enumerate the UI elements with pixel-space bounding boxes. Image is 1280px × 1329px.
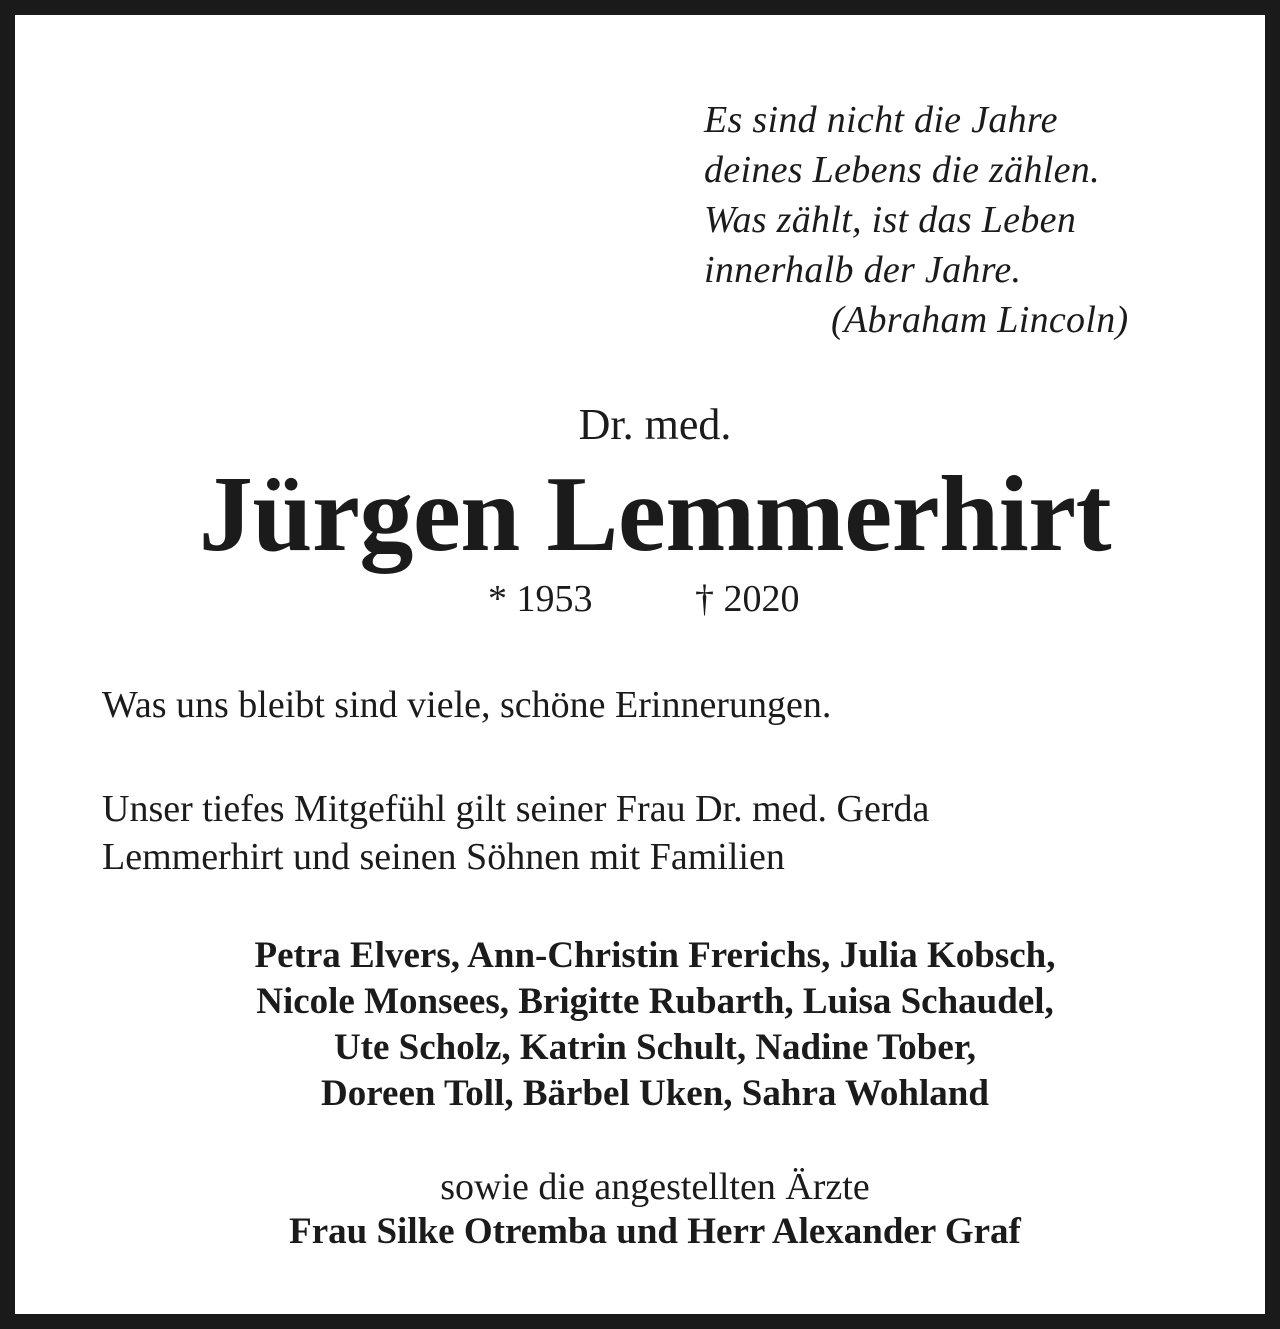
signatories-row: Ute Scholz, Katrin Schult, Nadine Tober, bbox=[333, 1027, 977, 1068]
lincoln-quote bbox=[704, 95, 1224, 345]
signatories-row: Petra Elvers, Ann-Christin Frerichs, Julia Kobsch, bbox=[254, 935, 1056, 976]
quote-line: innerhalb der Jahre. bbox=[704, 249, 1022, 291]
condolence-line: Lemmerhirt und seinen Söhnen mit Familien bbox=[102, 836, 785, 878]
signatories-row: Doreen Toll, Bärbel Uken, Sahra Wohland bbox=[321, 1073, 989, 1114]
quote-author: (Abraham Lincoln) bbox=[831, 299, 1129, 341]
death-year: † 2020 bbox=[695, 578, 800, 620]
academic-title: Dr. med. bbox=[578, 400, 732, 449]
condolence-line: Unser tiefes Mitgefühl gilt seiner Frau Dr. med. Gerda bbox=[102, 788, 930, 830]
quote-line: Es sind nicht die Jahre bbox=[704, 99, 1058, 141]
quote-line: Was zählt, ist das Leben bbox=[704, 199, 1077, 241]
birth-year: * 1953 bbox=[488, 578, 593, 620]
employed-doctors-names: Frau Silke Otremba und Herr Alexander Graf bbox=[289, 1211, 1021, 1252]
employed-doctors-label: sowie die angestellten Ärzte bbox=[440, 1166, 870, 1208]
deceased-name: Jürgen Lemmerhirt bbox=[198, 455, 1112, 574]
quote-line: deines Lebens die zählen. bbox=[704, 149, 1100, 191]
signatories-row: Nicole Monsees, Brigitte Rubarth, Luisa Schaudel, bbox=[256, 981, 1054, 1022]
memory-sentence: Was uns bleibt sind viele, schöne Erinnerungen. bbox=[102, 684, 832, 726]
signatories-list bbox=[15, 933, 1280, 1117]
